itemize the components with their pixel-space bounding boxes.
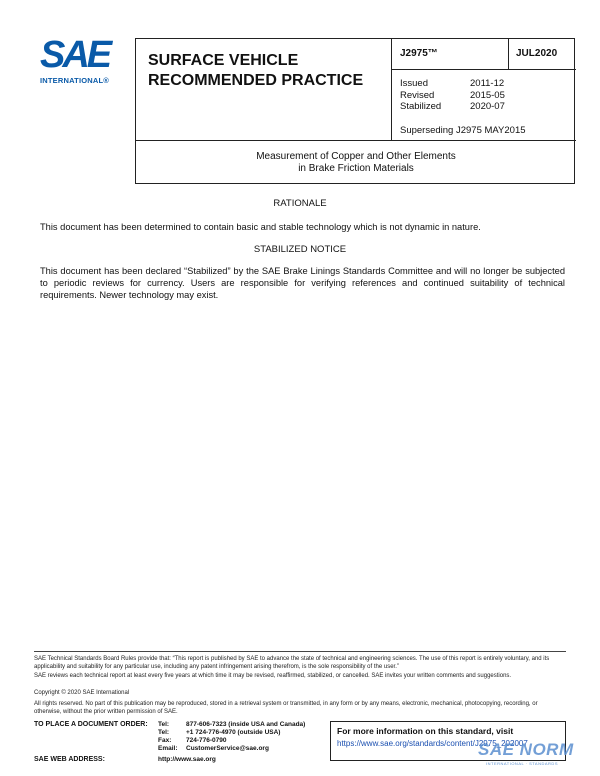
document-category: SURFACE VEHICLE RECOMMENDED PRACTICE (148, 52, 364, 89)
contact-tel-international: Tel: +1 724-776-4970 (outside USA) (158, 729, 281, 736)
order-label: TO PLACE A DOCUMENT ORDER: (34, 721, 148, 728)
rights-text: All rights reserved. No part of this publication may be reproduced, stored in a retrieval system or transmitted, in any form or by any means, electronic, mechanical, photocopying, recording, or otherwise, without the prior written permission of SAE. (34, 701, 538, 715)
logo-subtitle: INTERNATIONAL® (40, 76, 110, 85)
footer-divider (34, 651, 566, 652)
watermark-logo: SAE NORM (478, 740, 574, 759)
standard-url-link[interactable]: https://www.sae.org/standards/content/J2975_202007 (337, 739, 528, 748)
logo-mark: SAE (40, 34, 110, 76)
contact-tel-domestic: Tel: 877-606-7323 (inside USA and Canada) (158, 721, 306, 728)
history-revised: Revised 2015-05 (400, 89, 505, 101)
review-text: SAE reviews each technical report at least every five years at which time it may be revised, reaffirmed, stabilized, or cancelled. SAE invites your written comments and suggestions. (34, 673, 512, 679)
document-header (135, 38, 575, 184)
divider (391, 69, 576, 70)
history-issued: Issued 2011-12 (400, 78, 505, 89)
divider (391, 39, 392, 140)
contact-email[interactable]: Email: CustomerService@sae.org (158, 745, 269, 752)
board-rules-text: SAE Technical Standards Board Rules provide that: “This report is published by SAE to advance the state of technical and engineering sciences. The use of this report is entirely voluntary, and its applicability and suitability for any particular use, including any patent infringement arising therefrom, is the sole responsibility of the user.” (34, 656, 550, 670)
copyright: Copyright © 2020 SAE International (34, 690, 130, 696)
watermark-subtitle: INTERNATIONAL · STANDARDS (486, 761, 558, 766)
document-history (400, 78, 505, 113)
rationale-heading: RATIONALE (273, 198, 327, 209)
web-label: SAE WEB ADDRESS: (34, 756, 105, 763)
document-title: Measurement of Copper and Other Elements in Brake Friction Materials (256, 151, 456, 174)
order-contacts (158, 721, 305, 753)
sae-logo (40, 36, 120, 86)
document-date: JUL2020 (516, 48, 558, 59)
web-address-link[interactable]: http://www.sae.org (158, 756, 216, 763)
rationale-text: This document has been determined to contain basic and stable technology which is not dynamic in nature. (40, 222, 481, 232)
stabilized-text: This document has been declared “Stabilized” by the SAE Brake Linings Standards Committee and will no longer be subjected to periodic reviews for currency. Users are responsible for verifying references and continued suitability of technical requirements. Newer technology may exist. (40, 266, 565, 300)
stabilized-heading: STABILIZED NOTICE (253, 244, 347, 255)
divider (508, 39, 509, 69)
history-stabilized: Stabilized 2020-07 (400, 101, 505, 112)
divider (136, 140, 576, 141)
more-info-title: For more information on this standard, visit (337, 726, 514, 736)
superseding-note: Superseding J2975 MAY2015 (400, 125, 526, 136)
contact-fax: Fax: 724-776-0790 (158, 737, 227, 744)
document-number: J2975™ (400, 48, 438, 59)
